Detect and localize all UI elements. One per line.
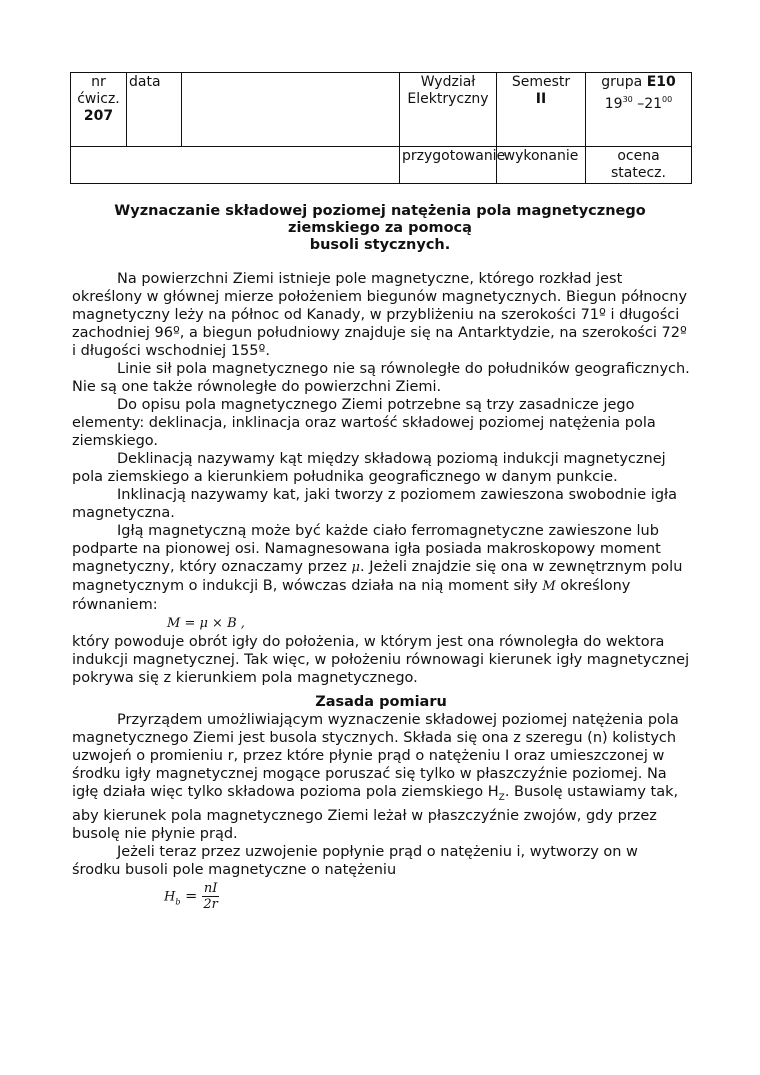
section-paragraph-2: Jeżeli teraz przez uzwojenie popłynie prąd o natężeniu i, wytworzy on w środku busoli pole magnetyczne o natężeniu [72, 843, 638, 878]
grade-cell [586, 147, 692, 184]
execution-label: wykonanie [503, 148, 579, 164]
paragraph-5: Inklinacją nazywamy kat, jaki tworzy z poziomem zawieszona swobodnie igła magnetyczna. [72, 487, 678, 521]
group-label: grupa [601, 74, 643, 90]
formula-field-lhs: H [164, 889, 176, 905]
document-title [70, 203, 690, 254]
time-end: 21 [644, 96, 663, 112]
formula-field-eq: = [185, 888, 198, 905]
exercise-number-label: nr ćwicz. [77, 74, 120, 107]
paragraph-6 [72, 522, 690, 614]
subscript-z: Z [498, 792, 505, 803]
section-heading: Zasada pomiaru [315, 694, 447, 710]
header-table [70, 72, 692, 184]
blank-cell [182, 73, 400, 147]
exercise-number-value: 207 [83, 108, 114, 124]
faculty-label: Wydział Elektryczny [407, 74, 489, 107]
execution-cell [497, 147, 586, 184]
time-end-min: 00 [662, 95, 673, 104]
semester-value: II [535, 91, 547, 107]
formula-field-line [72, 881, 690, 912]
preparation-cell [400, 147, 506, 184]
paragraph-2: Linie sił pola magnetycznego nie są równoległe do południków geograficznych. Nie są one także równoległe do powierzchni Ziemi. [72, 361, 690, 395]
paragraph-7: który powoduje obrót igły do położenia, w którym jest ona równoległa do wektora indukcji magnetycznej. Tak więc, w położeniu równowagi kierunek igły magnetycznej pokrywa się z kierunkiem pola magnetycznego. [72, 634, 690, 686]
preparation-label: przygotowanie [402, 148, 506, 164]
formula-field-numerator: nI [203, 880, 218, 896]
time-start-min: 30 [622, 95, 633, 104]
body-text [72, 270, 690, 912]
semester-label: Semestr [511, 74, 571, 90]
date-label: data [129, 74, 161, 90]
paragraph-6c: określony równaniem: [72, 578, 631, 613]
faculty-cell [400, 73, 497, 147]
title-line-3: busoli stycznych. [309, 237, 451, 253]
section-paragraph-1a: Przyrządem umożliwiającym wyznaczenie składowej poziomej natężenia pola magnetycznego Ziemi jest busola stycznych. Składa się ona z szeregu (n) kolistych uzwojeń o promieniu r, przez które płynie prąd o natężeniu I oraz umieszczonej w środku igły magnetycznej mogące poruszać się tylko w płaszczyźnie poziomej. Na igłę działa więc tylko składowa pozioma pola ziemskiego H [72, 712, 679, 800]
paragraph-4: Deklinacją nazywamy kąt między składową poziomą indukcji magnetycznej pola ziemskiego a kierunkiem południka geograficznego w danym punkcie. [72, 451, 666, 485]
semester-cell [497, 73, 586, 147]
group-cell: grupa E10 $19^{30}$ $-21^{00}$ [586, 73, 692, 147]
grade-label: ocena statecz. [611, 148, 666, 181]
formula-torque-line [72, 614, 690, 633]
exercise-number-cell [71, 73, 127, 147]
paragraph-3: Do opisu pola magnetycznego Ziemi potrzebne są trzy zasadnicze jego elementy: deklinacja, inklinacja oraz wartość składowej poziomej natężenia pola ziemskiego. [72, 397, 656, 449]
formula-torque: M = μ × B , [167, 616, 245, 631]
time-start: 19 [604, 96, 623, 112]
paragraph-6a: Igłą magnetyczną może być każde ciało ferromagnetyczne zawieszone lub podparte na pionowej osi. Namagnesowana igła posiada makroskopowy moment magnetyczny, który oznaczamy przez [72, 523, 661, 575]
title-line-2: ziemskiego za pomocą [288, 220, 472, 236]
group-value: E10 [646, 74, 676, 90]
symbol-m: M [542, 579, 556, 594]
title-line-1: Wyznaczanie składowej poziomej natężenia pola magnetycznego [114, 203, 646, 219]
formula-field-sub: b [175, 897, 181, 907]
section-paragraph-1 [72, 711, 690, 843]
formula-field-denominator: 2r [203, 896, 218, 912]
date-cell [127, 73, 182, 147]
formula-field-fraction [202, 881, 220, 912]
symbol-mu: μ [351, 560, 360, 575]
section-paragraph-1b: . Busolę ustawiamy tak, aby kierunek pola magnetycznego Ziemi leżał w płaszczyźnie zwojów, gdy przez busolę nie płynie prąd. [72, 784, 679, 842]
paragraph-6b: . Jeżeli znajdzie się ona w zewnętrznym polu magnetycznym o indukcji B, wówczas działa na nią moment siły [72, 559, 683, 594]
paragraph-1: Na powierzchni Ziemi istnieje pole magnetyczne, którego rozkład jest określony w głównej mierze położeniem biegunów magnetycznych. Biegun północny magnetyczny leży na północ od Kanady, w przybliżeniu na szerokości 71º i długości zachodniej 96º, a biegun południowy znajduje się na Antarktydzie, na szerokości 72º i długości wschodniej 155º. [72, 271, 688, 359]
empty-cell [71, 147, 400, 184]
